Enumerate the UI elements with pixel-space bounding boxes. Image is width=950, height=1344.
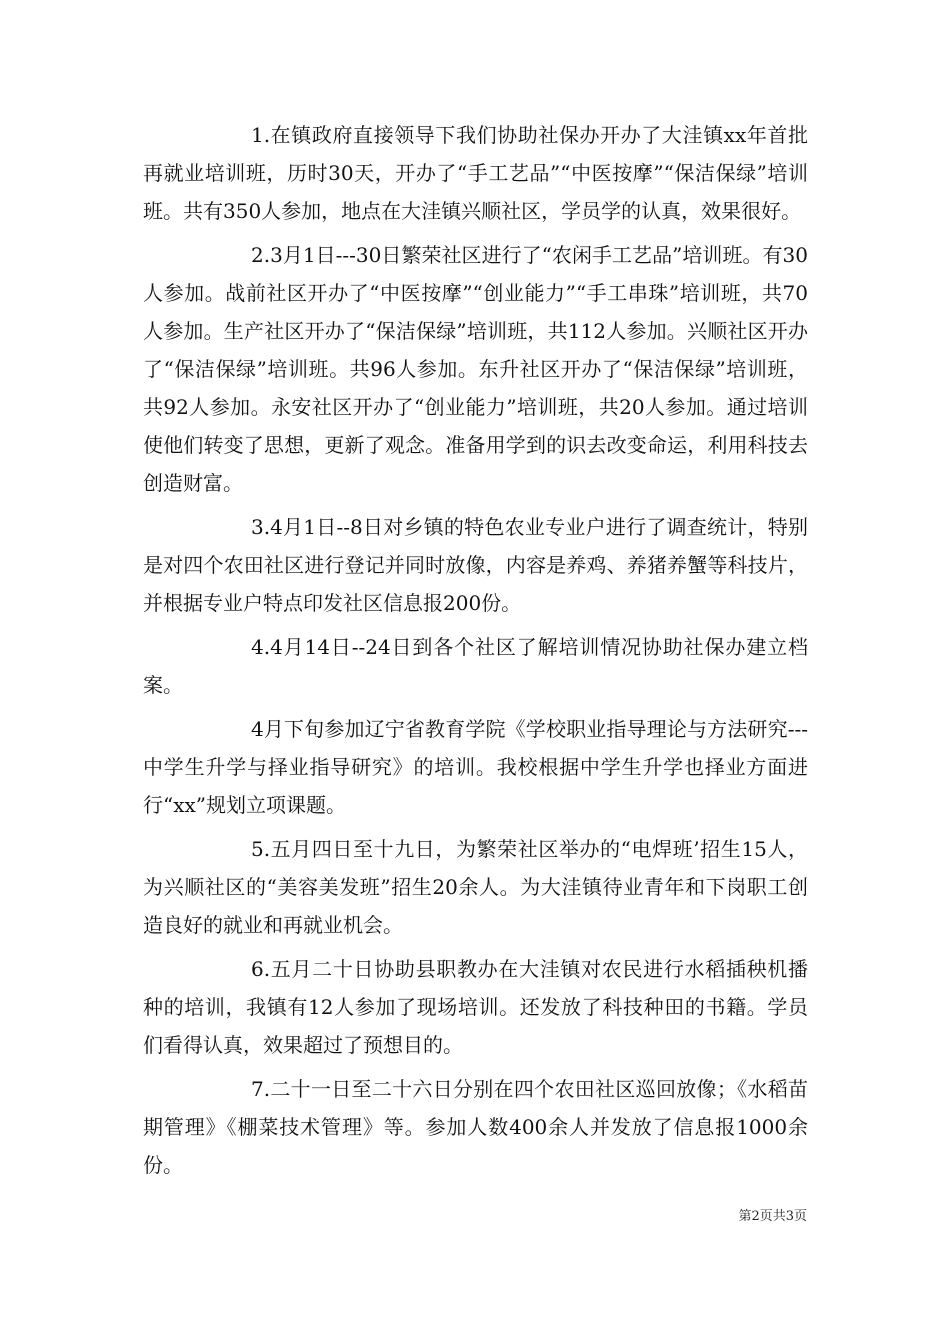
document-body xyxy=(143,116,808,1190)
paragraph-4: 4.4月14日--24日到各个社区了解培训情况协助社保办建立档案。 xyxy=(143,635,808,697)
paragraph-8: 7.二十一日至二十六日分别在四个农田社区巡回放像；《水稻苗期管理》《棚菜技术管理》等。参加人数400余人并发放了信息报1000余份。 xyxy=(143,1077,808,1177)
paragraph-5: 4月下旬参加辽宁省教育学院《学校职业指导理论与方法研究---中学生升学与择业指导研究》的培训。我校根据中学生升学也择业方面进行“xx”规划立项课题。 xyxy=(143,717,808,817)
paragraph-7: 6.五月二十日协助县职教办在大洼镇对农民进行水稻插秧机播种的培训，我镇有12人参加了现场培训。还发放了科技种田的书籍。学员们看得认真，效果超过了预想目的。 xyxy=(143,957,808,1057)
page-number: 第2页共3页 xyxy=(738,1209,807,1224)
paragraph-3: 3.4月1日--8日对乡镇的特色农业专业户进行了调查统计，特别是对四个农田社区进行登记并同时放像，内容是养鸡、养猪养蟹等科技片，并根据专业户特点印发社区信息报200份。 xyxy=(143,515,808,615)
paragraph-6: 5.五月四日至十九日，为繁荣社区举办的“电焊班’招生15人，为兴顺社区的“美容美发班”招生20余人。为大洼镇待业青年和下岗职工创造良好的就业和再就业机会。 xyxy=(143,837,808,937)
paragraph-2: 2.3月1日---30日繁荣社区进行了“农闲手工艺品”培训班。有30人参加。战前社区开办了“中医按摩”“创业能力”“手工串珠”培训班，共70人参加。生产社区开办了“保洁保绿”培训班，共112人参加。兴顺社区开办了“保洁保绿”培训班。共96人参加。东升社区开办了“保洁保绿”培训班，共92人参加。永安社区开办了“创业能力”培训班，共20人参加。通过培训使他们转变了思想，更新了观念。准备用学到的识去改变命运，利用科技去创造财富。 xyxy=(143,243,808,495)
paragraph-1: 1.在镇政府直接领导下我们协助社保办开办了大洼镇xx年首批再就业培训班，历时30天，开办了“手工艺品”“中医按摩”“保洁保绿”培训班。共有350人参加，地点在大洼镇兴顺社区，学员学的认真，效果很好。 xyxy=(143,123,808,223)
